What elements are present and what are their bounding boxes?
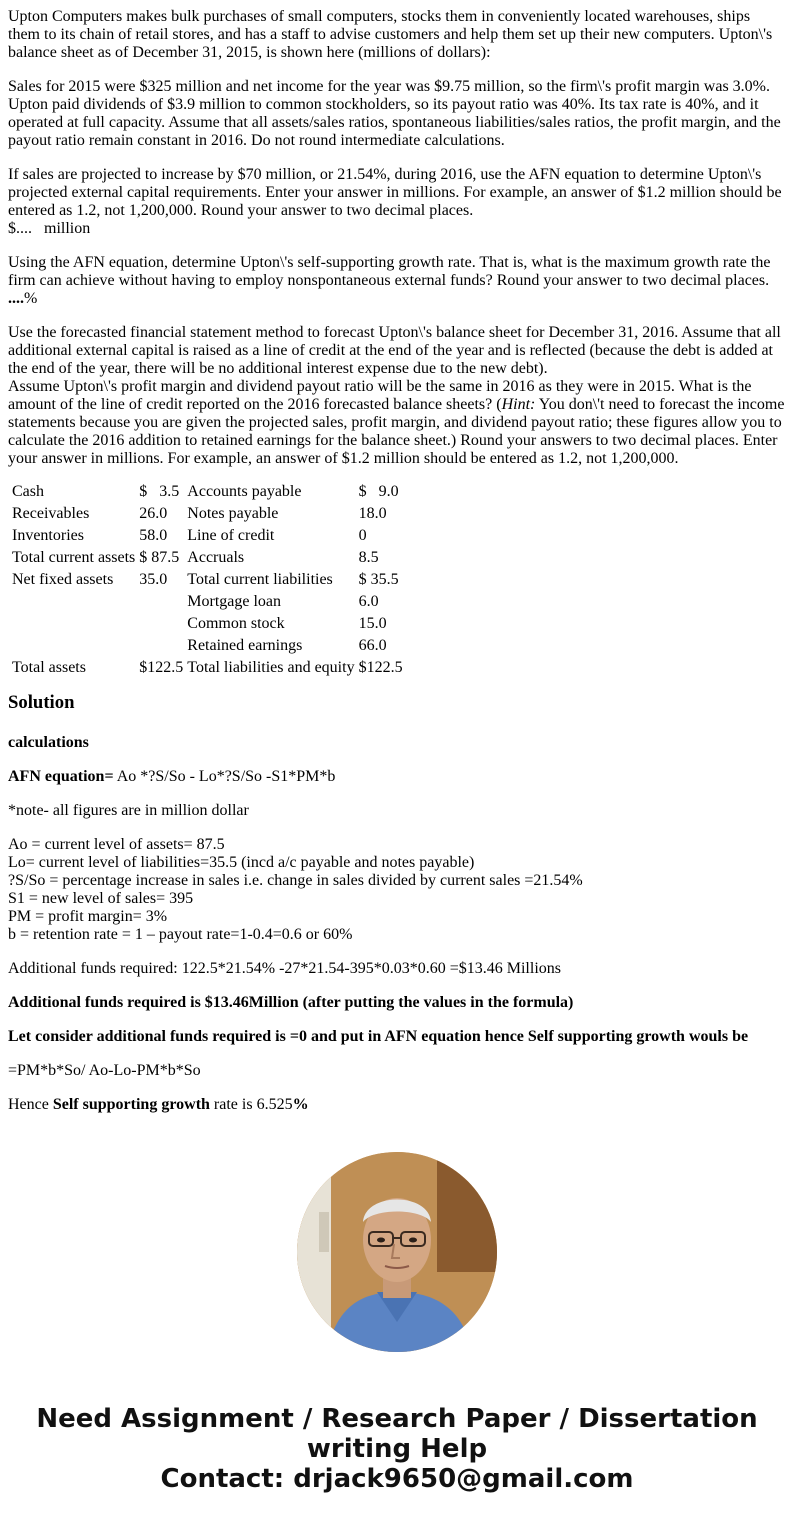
question-forecast-text3: You don\'t need to forecast the income statements because you are given the projected sales, profit margin, and dividend payout ratio; these figures allow you to calculate the 2016 addition to retained earnings for the balance sheet.) Round your answers to two decimal places. Enter your answer in millions. For example, an answer of $1.2 million should be entered as 1.2, not 1,200,000. <box>8 396 785 467</box>
tutor-photo-illustration <box>297 1152 497 1352</box>
balance-sheet-row <box>11 592 404 612</box>
solution-heading: Solution <box>8 692 75 713</box>
asset-value: $ 87.5 <box>139 549 180 566</box>
afn-equation-label: AFN equation= <box>8 768 114 785</box>
liability-value: 15.0 <box>358 615 387 632</box>
afn-result: Additional funds required is $13.46Million (after putting the values in the formula) <box>8 994 574 1011</box>
question-forecast-text2: Assume Upton\'s profit margin and dividend payout ratio will be the same in 2016 as they were in 2015. What is the amount of the line of credit reported on the 2016 forecasted balance sheets? ( <box>8 378 752 413</box>
asset-label <box>11 636 136 656</box>
asset-label: Cash <box>12 483 44 500</box>
definition-line: PM = profit margin= 3% <box>8 908 168 925</box>
ssg-percent: % <box>292 1096 309 1113</box>
asset-value: 35.0 <box>139 571 168 588</box>
help-banner-line1: Need Assignment / Research Paper / Dissertation <box>36 1404 758 1434</box>
help-banner <box>0 1404 794 1494</box>
liability-label: Mortgage loan <box>187 593 282 610</box>
asset-value: 58.0 <box>139 527 168 544</box>
liability-value: 66.0 <box>358 637 387 654</box>
definitions-list <box>8 836 786 944</box>
definition-line: b = retention rate = 1 – payout rate=1-0.4=0.6 or 60% <box>8 926 353 943</box>
asset-value: $ 3.5 <box>139 483 180 500</box>
liability-value: $ 9.0 <box>358 483 399 500</box>
question-ssg-text: Using the AFN equation, determine Upton\'s self-supporting growth rate. That is, what is the maximum growth rate the firm can achieve without having to employ nonspontaneous external funds? Round your answer to two decimal places. <box>8 254 771 289</box>
asset-label: Receivables <box>12 505 90 522</box>
document-body <box>8 8 786 1130</box>
liability-value: 6.0 <box>358 593 379 610</box>
question-forecast <box>8 324 786 468</box>
question-ssg <box>8 254 786 308</box>
liability-label: Accounts payable <box>187 483 302 500</box>
figures-note: *note- all figures are in million dollar <box>8 802 249 819</box>
balance-sheet-row <box>11 548 404 568</box>
balance-sheet-row <box>11 614 404 634</box>
definition-line: S1 = new level of sales= 395 <box>8 890 194 907</box>
ssg-formula: =PM*b*So/ Ao-Lo-PM*b*So <box>8 1062 201 1079</box>
asset-value <box>138 636 184 656</box>
question-forecast-text: Use the forecasted financial statement method to forecast Upton\'s balance sheet for December 31, 2016. Assume that all additional external capital is raised as a line of credit at the end of the year and is reflected (because the debt is added at the end of the year, there will be no additional interest expense due to the new debt). <box>8 324 781 377</box>
asset-value <box>138 592 184 612</box>
answer-afn-prefix: $.... <box>8 220 32 237</box>
liability-value: 8.5 <box>358 549 379 566</box>
asset-label: Inventories <box>12 527 84 544</box>
problem-intro: Upton Computers makes bulk purchases of small computers, stocks them in conveniently located warehouses, ships them to its chain of retail stores, and has a staff to advise customers and help them set up their new computers. Upton\'s balance sheet as of December 31, 2015, is shown here (millions of dollars): <box>8 8 773 61</box>
liability-label: Line of credit <box>187 527 275 544</box>
balance-sheet-row <box>11 636 404 656</box>
balance-sheet-row <box>11 526 404 546</box>
asset-label <box>11 592 136 612</box>
answer-afn-unit: million <box>44 220 91 237</box>
hint-label: Hint: <box>501 396 536 413</box>
balance-sheet-row <box>11 570 404 590</box>
answer-ssg-blank: .... <box>8 290 24 307</box>
liability-label: Common stock <box>187 615 285 632</box>
contact-email: Contact: drjack9650@gmail.com <box>160 1464 634 1494</box>
question-afn <box>8 166 786 238</box>
afn-equation <box>8 768 786 786</box>
asset-value <box>138 614 184 634</box>
liability-label: Total current liabilities <box>187 571 333 588</box>
afn-calculation: Additional funds required: 122.5*21.54% -27*21.54-395*0.03*0.60 =$13.46 Millions <box>8 960 561 977</box>
liability-label: Total liabilities and equity <box>187 659 355 676</box>
balance-sheet-row <box>11 658 404 678</box>
balance-sheet-row <box>11 482 404 502</box>
liability-label: Notes payable <box>187 505 279 522</box>
asset-label: Total current assets <box>12 549 136 566</box>
asset-label: Net fixed assets <box>12 571 114 588</box>
liability-label: Accruals <box>187 549 245 566</box>
liability-value: 0 <box>358 527 367 544</box>
balance-sheet-row <box>11 504 404 524</box>
ssg-value: rate is 6.525 <box>209 1096 293 1113</box>
ssg-prefix: Hence <box>8 1096 53 1113</box>
asset-value: 26.0 <box>139 505 168 522</box>
question-afn-text: If sales are projected to increase by $70 million, or 21.54%, during 2016, use the AFN equation to determine Upton\'s projected external capital requirements. Enter your answer in millions. For example, an answer of $1.2 million should be entered as 1.2, not 1,200,000. Round your answer to two decimal places. <box>8 166 782 219</box>
afn-equation-formula: Ao *?S/So - Lo*?S/So -S1*PM*b <box>113 768 336 785</box>
ssg-result <box>8 1096 786 1114</box>
liability-value: 18.0 <box>358 505 387 522</box>
help-banner-line2: writing Help <box>306 1434 488 1464</box>
liability-value: $122.5 <box>358 659 403 676</box>
tutor-avatar <box>297 1152 497 1352</box>
balance-sheet-table <box>9 480 406 680</box>
definition-line: Ao = current level of assets= 87.5 <box>8 836 225 853</box>
liability-value: $ 35.5 <box>358 571 399 588</box>
self-support-intro: Let consider additional funds required is =0 and put in AFN equation hence Self supporting growth wouls be <box>8 1028 749 1045</box>
definition-line: ?S/So = percentage increase in sales i.e. change in sales divided by current sales =21.54% <box>8 872 583 889</box>
ssg-label: Self supporting growth <box>52 1096 210 1113</box>
liability-label: Retained earnings <box>187 637 303 654</box>
asset-label <box>11 614 136 634</box>
calculations-label: calculations <box>8 734 89 751</box>
problem-assumptions: Sales for 2015 were $325 million and net income for the year was $9.75 million, so the firm\'s profit margin was 3.0%. Upton paid dividends of $3.9 million to common stockholders, so its payout ratio was 40%. Its tax rate is 40%, and it operated at full capacity. Assume that all assets/sales ratios, spontaneous liabilities/sales ratios, the profit margin, and the payout ratio remain constant in 2016. Do not round intermediate calculations. <box>8 78 781 149</box>
answer-ssg-unit: % <box>24 290 38 307</box>
asset-value: $122.5 <box>139 659 184 676</box>
definition-line: Lo= current level of liabilities=35.5 (incd a/c payable and notes payable) <box>8 854 475 871</box>
asset-label: Total assets <box>12 659 86 676</box>
